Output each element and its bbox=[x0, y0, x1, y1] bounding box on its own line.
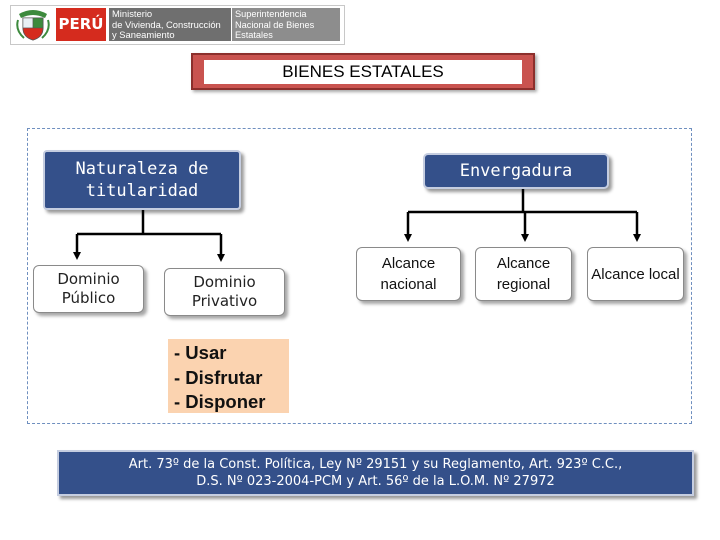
uses-list bbox=[168, 339, 289, 413]
node-dominio-privativo: Dominio Privativo bbox=[164, 268, 285, 316]
node-alcance-nacional: Alcance nacional bbox=[356, 247, 461, 301]
ministry-name: Ministerio de Vivienda, Construcción y Saneamiento bbox=[109, 8, 231, 41]
country-label: PERÚ bbox=[56, 8, 106, 41]
use-item: - Disfrutar bbox=[174, 366, 263, 388]
legal-reference-line: D.S. Nº 023-2004-PCM y Art. 56º de la L.O.M. Nº 27972 bbox=[196, 474, 555, 489]
node-alcance-regional: Alcance regional bbox=[475, 247, 572, 301]
diagram-title-text: BIENES ESTATALES bbox=[204, 60, 522, 84]
category-envergadura: Envergadura bbox=[423, 153, 609, 189]
use-item: - Disponer bbox=[174, 391, 266, 412]
legal-reference-line: Art. 73º de la Const. Política, Ley Nº 29151 y su Reglamento, Art. 923º C.C., bbox=[128, 457, 623, 472]
category-titularidad: Naturaleza de titularidad bbox=[43, 150, 241, 210]
agency-name: Superintendencia Nacional de Bienes Estatales bbox=[232, 8, 340, 41]
use-item: - Usar bbox=[174, 342, 227, 363]
legal-reference bbox=[57, 450, 694, 496]
node-alcance-local: Alcance local bbox=[587, 247, 684, 301]
node-dominio-publico: Dominio Público bbox=[33, 265, 144, 313]
